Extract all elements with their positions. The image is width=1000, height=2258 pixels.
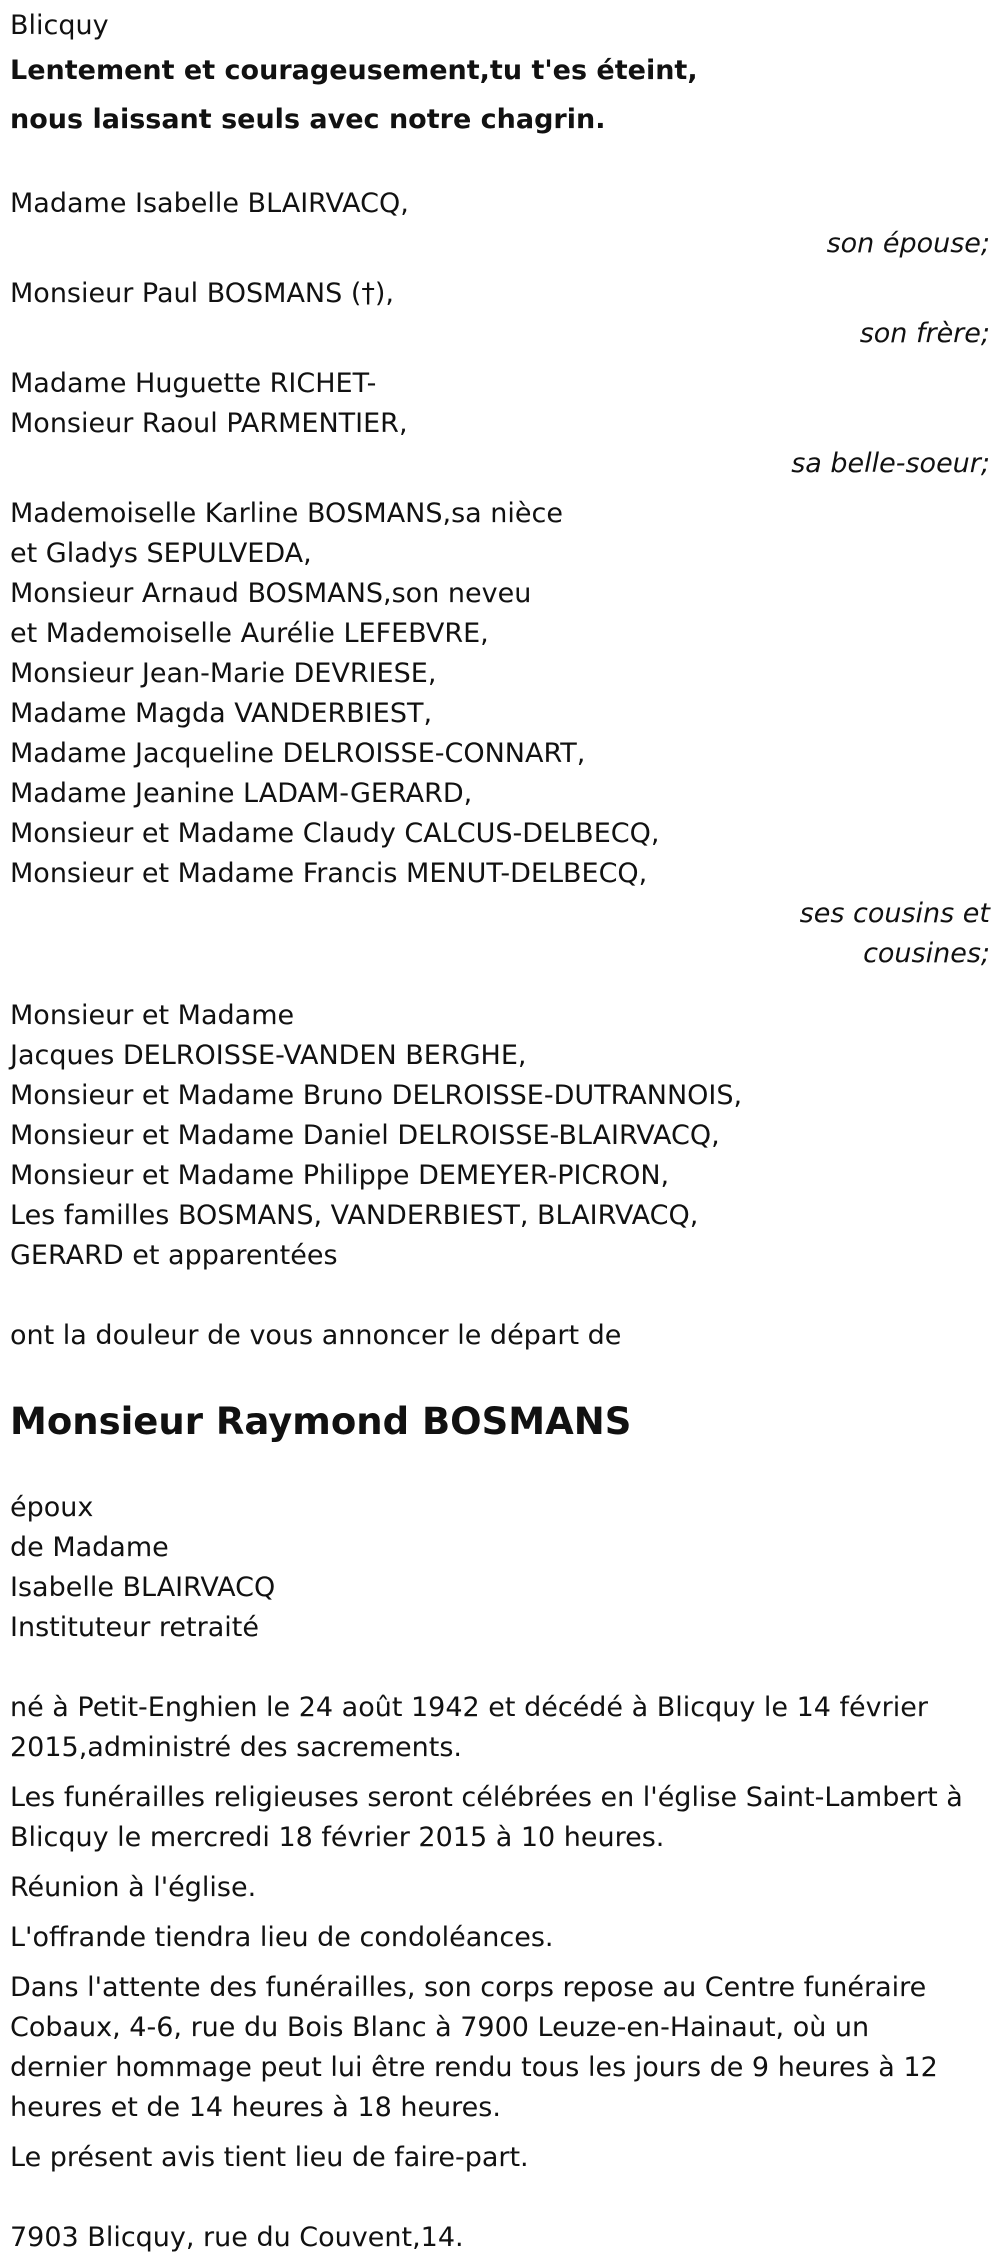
notice-paragraph: Le présent avis tient lieu de faire-part. bbox=[10, 2142, 529, 2173]
detail-line: époux bbox=[10, 1492, 94, 1523]
deceased-details bbox=[10, 1488, 990, 1648]
family-member: et Mademoiselle Aurélie LEFEBVRE, bbox=[10, 618, 489, 649]
family-member: Madame Isabelle BLAIRVACQ, bbox=[10, 188, 409, 219]
birth-death-paragraph: né à Petit-Enghien le 24 août 1942 et décédé à Blicquy le 14 février 2015,administré des sacrements. bbox=[10, 1692, 928, 1763]
detail-line: Isabelle BLAIRVACQ bbox=[10, 1572, 276, 1603]
detail-line: de Madame bbox=[10, 1532, 169, 1563]
announcement-text: ont la douleur de vous annoncer le départ de bbox=[10, 1320, 622, 1351]
family-entry bbox=[10, 494, 990, 974]
family-member: Madame Huguette RICHET- bbox=[10, 368, 377, 399]
relative-line: Monsieur et Madame Philippe DEMEYER-PICRON, bbox=[10, 1160, 670, 1191]
family-role: cousines; bbox=[863, 938, 990, 969]
address: 7903 Blicquy, rue du Couvent,14. bbox=[10, 2222, 464, 2253]
family-member: Monsieur Arnaud BOSMANS,son neveu bbox=[10, 578, 532, 609]
relative-line: Monsieur et Madame Daniel DELROISSE-BLAIRVACQ, bbox=[10, 1120, 720, 1151]
relative-line: Les familles BOSMANS, VANDERBIEST, BLAIRVACQ, bbox=[10, 1200, 699, 1231]
family-member: Madame Jeanine LADAM-GERARD, bbox=[10, 778, 473, 809]
meeting-paragraph: Réunion à l'église. bbox=[10, 1872, 257, 1903]
family-member: Madame Jacqueline DELROISSE-CONNART, bbox=[10, 738, 586, 769]
family-member: Mademoiselle Karline BOSMANS,sa nièce bbox=[10, 498, 563, 529]
funeral-paragraph: Les funérailles religieuses seront célébrées en l'église Saint-Lambert à Blicquy le mercredi 18 février 2015 à 10 heures. bbox=[10, 1782, 963, 1853]
family-member: Monsieur et Madame Francis MENUT-DELBECQ, bbox=[10, 858, 648, 889]
family-member: Monsieur Jean-Marie DEVRIESE, bbox=[10, 658, 437, 689]
relative-line: GERARD et apparentées bbox=[10, 1240, 338, 1271]
intro-verse bbox=[10, 46, 980, 144]
family-entry bbox=[10, 274, 990, 354]
family-entry bbox=[10, 364, 990, 484]
intro-line: Lentement et courageusement,tu t'es éteint, bbox=[10, 55, 698, 86]
visitation-paragraph: Dans l'attente des funérailles, son corps repose au Centre funéraire Cobaux, 4-6, rue du Bois Blanc à 7900 Leuze-en-Hainaut, où un dernier hommage peut lui être rendu tous les jours de 9 heures à 12 heures et de 14 heures à 18 heures. bbox=[10, 1972, 938, 2123]
offering-paragraph: L'offrande tiendra lieu de condoléances. bbox=[10, 1922, 554, 1953]
family-member: Monsieur et Madame Claudy CALCUS-DELBECQ, bbox=[10, 818, 660, 849]
family-member: Monsieur Raoul PARMENTIER, bbox=[10, 408, 408, 439]
relative-line: Monsieur et Madame Bruno DELROISSE-DUTRANNOIS, bbox=[10, 1080, 743, 1111]
family-entry bbox=[10, 184, 990, 264]
family-member: Monsieur Paul BOSMANS (†), bbox=[10, 278, 394, 309]
family-role: ses cousins et bbox=[799, 898, 990, 929]
other-relatives bbox=[10, 996, 990, 1276]
family-role: son frère; bbox=[859, 318, 990, 349]
detail-line: Instituteur retraité bbox=[10, 1612, 259, 1643]
family-member: Madame Magda VANDERBIEST, bbox=[10, 698, 433, 729]
family-role: sa belle-soeur; bbox=[791, 448, 990, 479]
intro-line: nous laissant seuls avec notre chagrin. bbox=[10, 104, 606, 135]
deceased-name: Monsieur Raymond BOSMANS bbox=[10, 1400, 632, 1443]
family-member: et Gladys SEPULVEDA, bbox=[10, 538, 312, 569]
relative-line: Monsieur et Madame bbox=[10, 1000, 295, 1031]
family-role: son épouse; bbox=[826, 228, 990, 259]
relative-line: Jacques DELROISSE-VANDEN BERGHE, bbox=[10, 1040, 527, 1071]
location-header: Blicquy bbox=[10, 10, 109, 41]
